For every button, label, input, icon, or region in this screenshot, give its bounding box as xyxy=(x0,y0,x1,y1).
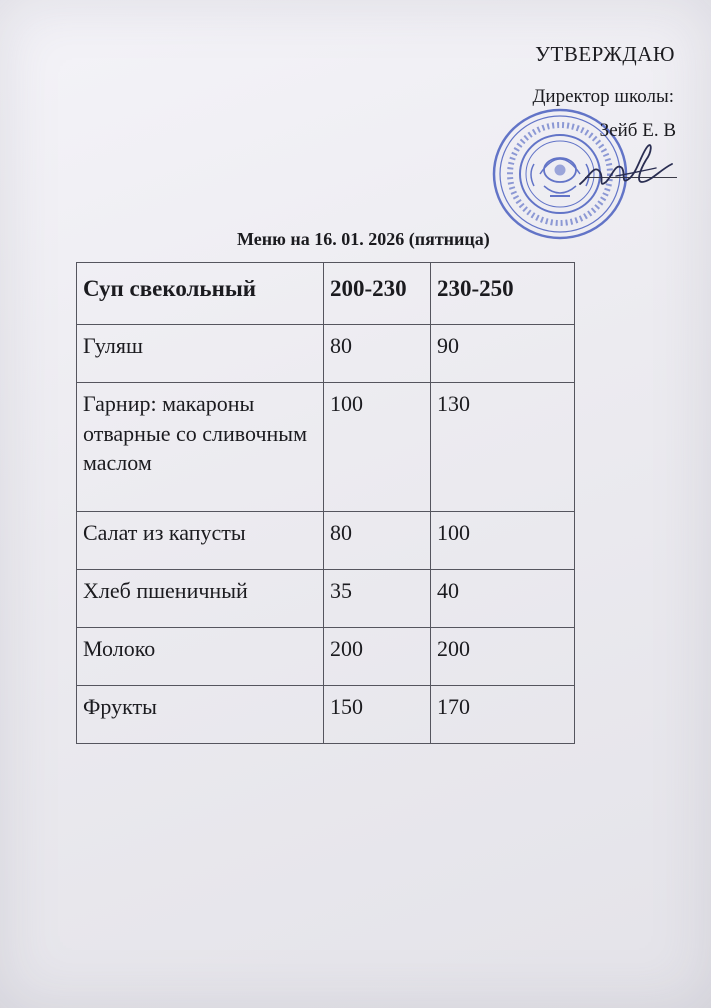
portion-small: 200 xyxy=(324,628,431,686)
portion-large: 90 xyxy=(431,325,575,383)
table-header-row xyxy=(77,263,575,325)
director-name: Зейб Е. В xyxy=(599,120,676,141)
portion-small: 80 xyxy=(324,325,431,383)
portion-small: 100 xyxy=(324,383,431,512)
menu-table xyxy=(76,262,575,744)
table-row xyxy=(77,512,575,570)
header-portion-large: 230-250 xyxy=(431,263,575,325)
dish-name: Гуляш xyxy=(77,325,324,383)
portion-large: 200 xyxy=(431,628,575,686)
dish-name: Гарнир: макароны отварные со сливочным маслом xyxy=(77,383,324,512)
portion-small: 35 xyxy=(324,570,431,628)
table-row xyxy=(77,628,575,686)
portion-small: 150 xyxy=(324,686,431,744)
portion-large: 100 xyxy=(431,512,575,570)
dish-name: Молоко xyxy=(77,628,324,686)
portion-large: 130 xyxy=(431,383,575,512)
table-row xyxy=(77,383,575,512)
dish-name: Хлеб пшеничный xyxy=(77,570,324,628)
portion-large: 170 xyxy=(431,686,575,744)
table-row xyxy=(77,686,575,744)
portion-large: 40 xyxy=(431,570,575,628)
dish-name: Салат из капусты xyxy=(77,512,324,570)
table-row xyxy=(77,325,575,383)
approval-heading: УТВЕРЖДАЮ xyxy=(535,42,675,66)
dish-name: Фрукты xyxy=(77,686,324,744)
portion-small: 80 xyxy=(324,512,431,570)
menu-title: Меню на 16. 01. 2026 (пятница) xyxy=(237,229,490,249)
header-dish: Суп свекольный xyxy=(77,263,324,325)
table-row xyxy=(77,570,575,628)
director-label: Директор школы: xyxy=(532,86,674,107)
signature-icon xyxy=(576,138,676,198)
header-portion-small: 200-230 xyxy=(324,263,431,325)
